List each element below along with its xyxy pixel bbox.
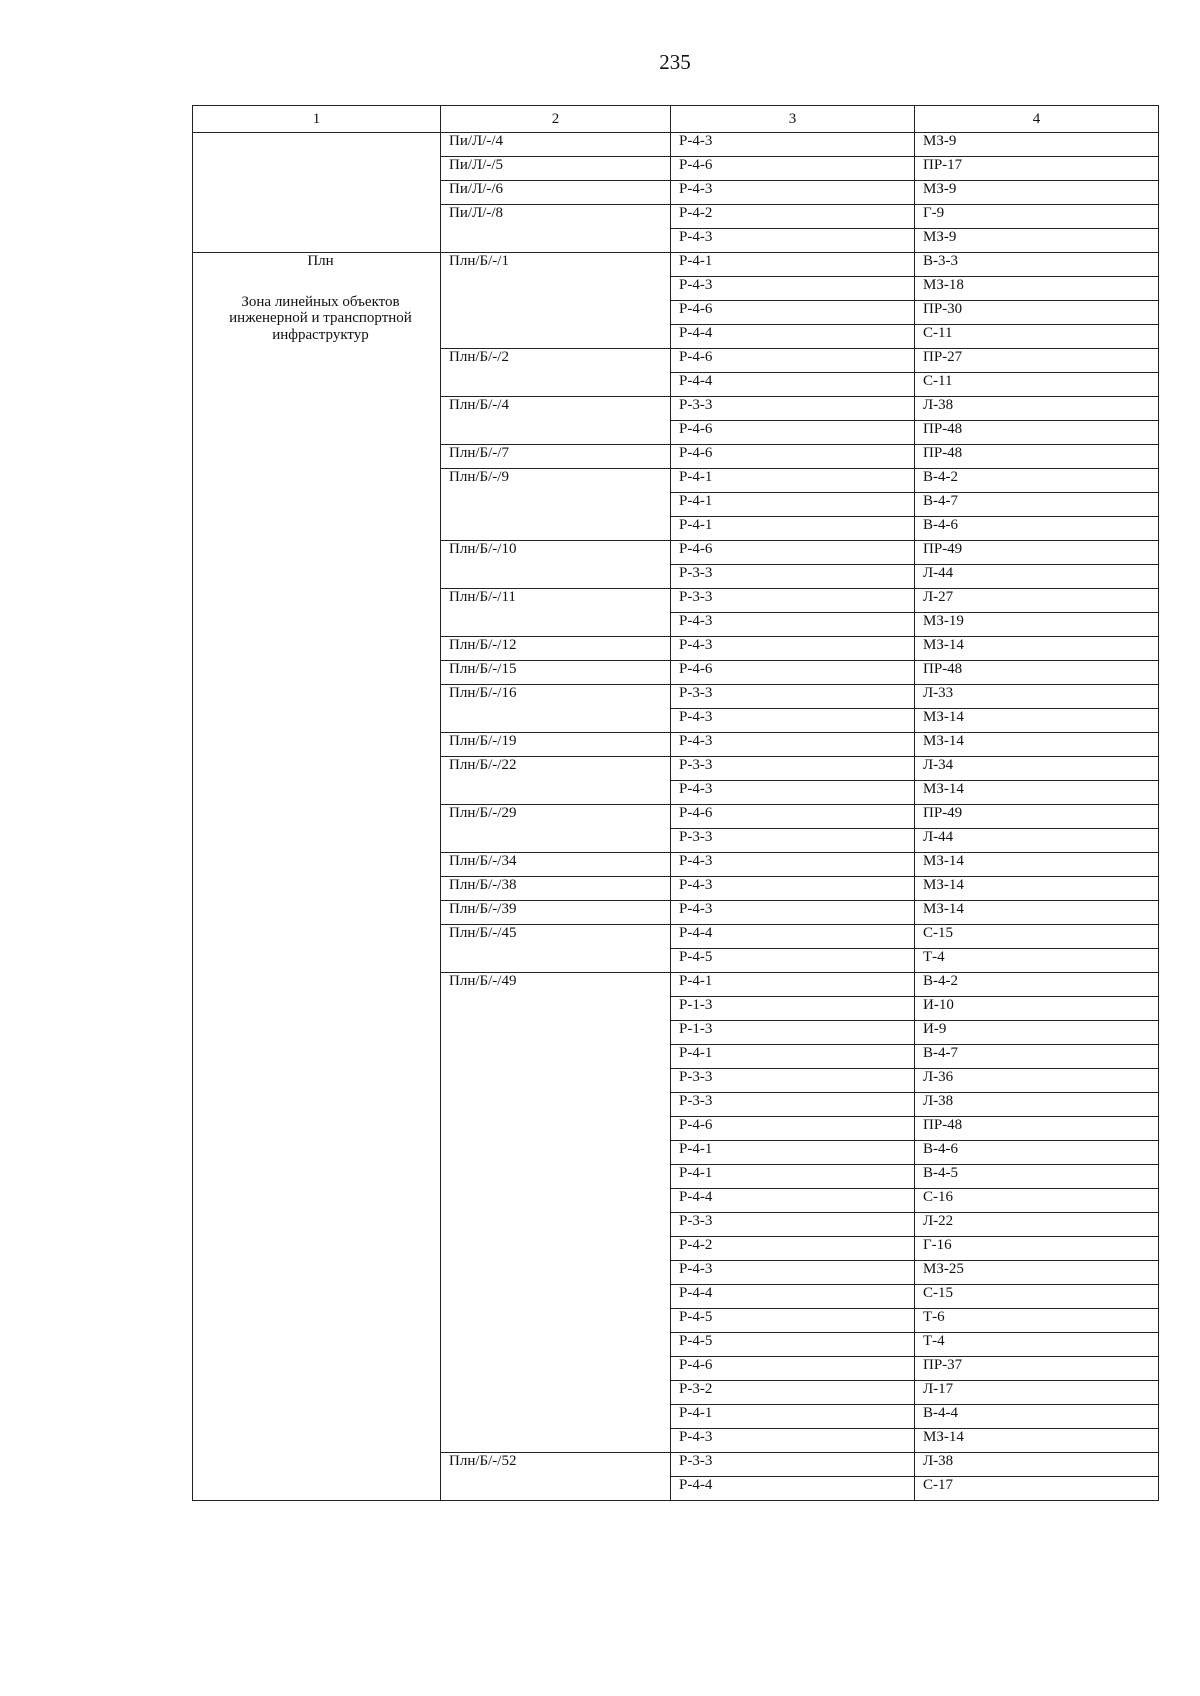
code-cell: Р-3-3 (671, 1453, 915, 1477)
ref-cell: МЗ-14 (915, 1429, 1159, 1453)
code-cell: Р-4-6 (671, 349, 915, 373)
code-cell: Р-4-2 (671, 1237, 915, 1261)
code-cell: Р-3-3 (671, 829, 915, 853)
ref-cell: С-16 (915, 1189, 1159, 1213)
ref-cell: В-4-2 (915, 469, 1159, 493)
code-cell: Р-3-3 (671, 757, 915, 781)
code-cell: Р-4-5 (671, 1309, 915, 1333)
object-id-cell: Пи/Л/-/6 (441, 181, 671, 205)
code-cell: Р-1-3 (671, 997, 915, 1021)
ref-cell: С-11 (915, 373, 1159, 397)
ref-cell: Л-33 (915, 685, 1159, 709)
object-id-cell: Плн/Б/-/16 (441, 685, 671, 733)
object-id-cell: Плн/Б/-/4 (441, 397, 671, 445)
code-cell: Р-3-3 (671, 685, 915, 709)
ref-cell: ПР-48 (915, 1117, 1159, 1141)
code-cell: Р-4-6 (671, 301, 915, 325)
ref-cell: МЗ-14 (915, 853, 1159, 877)
object-id-cell: Плн/Б/-/7 (441, 445, 671, 469)
code-cell: Р-4-3 (671, 133, 915, 157)
ref-cell: Л-34 (915, 757, 1159, 781)
ref-cell: МЗ-9 (915, 133, 1159, 157)
ref-cell: МЗ-14 (915, 733, 1159, 757)
code-cell: Р-4-3 (671, 181, 915, 205)
code-cell: Р-4-6 (671, 157, 915, 181)
code-cell: Р-4-1 (671, 1045, 915, 1069)
code-cell: Р-4-3 (671, 613, 915, 637)
code-cell: Р-4-3 (671, 733, 915, 757)
object-id-cell: Плн/Б/-/45 (441, 925, 671, 973)
code-cell: Р-4-4 (671, 325, 915, 349)
code-cell: Р-3-3 (671, 1093, 915, 1117)
ref-cell: В-4-7 (915, 1045, 1159, 1069)
ref-cell: И-9 (915, 1021, 1159, 1045)
ref-cell: Л-27 (915, 589, 1159, 613)
ref-cell: В-4-7 (915, 493, 1159, 517)
ref-cell: Л-22 (915, 1213, 1159, 1237)
empty-zone-cell (193, 133, 441, 253)
code-cell: Р-4-3 (671, 229, 915, 253)
code-cell: Р-4-4 (671, 1477, 915, 1501)
ref-cell: С-15 (915, 925, 1159, 949)
code-cell: Р-4-4 (671, 925, 915, 949)
ref-cell: ПР-48 (915, 421, 1159, 445)
code-cell: Р-3-3 (671, 565, 915, 589)
code-cell: Р-4-3 (671, 877, 915, 901)
code-cell: Р-4-6 (671, 805, 915, 829)
zone-cell (193, 253, 441, 1501)
object-id-cell: Плн/Б/-/9 (441, 469, 671, 541)
ref-cell: Г-9 (915, 205, 1159, 229)
code-cell: Р-4-1 (671, 493, 915, 517)
code-cell: Р-3-3 (671, 1213, 915, 1237)
column-header: 1 (193, 106, 441, 133)
object-id-cell: Плн/Б/-/12 (441, 637, 671, 661)
zone-code: Плн (307, 253, 334, 269)
ref-cell: МЗ-14 (915, 877, 1159, 901)
ref-cell: МЗ-25 (915, 1261, 1159, 1285)
code-cell: Р-4-6 (671, 421, 915, 445)
ref-cell: ПР-30 (915, 301, 1159, 325)
code-cell: Р-4-6 (671, 661, 915, 685)
ref-cell: С-17 (915, 1477, 1159, 1501)
code-cell: Р-4-5 (671, 949, 915, 973)
object-id-cell: Плн/Б/-/22 (441, 757, 671, 805)
ref-cell: Л-38 (915, 1453, 1159, 1477)
header-row (193, 106, 1159, 133)
code-cell: Р-3-3 (671, 397, 915, 421)
ref-cell: Т-4 (915, 1333, 1159, 1357)
object-id-cell: Плн/Б/-/1 (441, 253, 671, 349)
ref-cell: МЗ-9 (915, 181, 1159, 205)
ref-cell: МЗ-19 (915, 613, 1159, 637)
code-cell: Р-3-2 (671, 1381, 915, 1405)
code-cell: Р-4-3 (671, 1429, 915, 1453)
ref-cell: ПР-48 (915, 661, 1159, 685)
zones-table (192, 105, 1159, 1501)
object-id-cell: Плн/Б/-/10 (441, 541, 671, 589)
ref-cell: МЗ-14 (915, 637, 1159, 661)
page-number: 235 (659, 50, 691, 74)
ref-cell: Л-44 (915, 565, 1159, 589)
code-cell: Р-4-4 (671, 1285, 915, 1309)
code-cell: Р-4-1 (671, 1141, 915, 1165)
ref-cell: В-4-5 (915, 1165, 1159, 1189)
ref-cell: В-4-2 (915, 973, 1159, 997)
ref-cell: МЗ-14 (915, 901, 1159, 925)
ref-cell: МЗ-9 (915, 229, 1159, 253)
code-cell: Р-4-4 (671, 1189, 915, 1213)
ref-cell: Л-36 (915, 1069, 1159, 1093)
code-cell: Р-4-1 (671, 973, 915, 997)
object-id-cell: Пи/Л/-/8 (441, 205, 671, 253)
code-cell: Р-4-3 (671, 781, 915, 805)
object-id-cell: Плн/Б/-/52 (441, 1453, 671, 1501)
ref-cell: В-4-6 (915, 1141, 1159, 1165)
object-id-cell: Плн/Б/-/15 (441, 661, 671, 685)
ref-cell: ПР-37 (915, 1357, 1159, 1381)
code-cell: Р-4-1 (671, 469, 915, 493)
ref-cell: МЗ-14 (915, 781, 1159, 805)
code-cell: Р-4-6 (671, 1357, 915, 1381)
code-cell: Р-4-3 (671, 901, 915, 925)
ref-cell: Т-6 (915, 1309, 1159, 1333)
code-cell: Р-4-5 (671, 1333, 915, 1357)
column-header: 2 (441, 106, 671, 133)
ref-cell: В-4-4 (915, 1405, 1159, 1429)
object-id-cell: Плн/Б/-/34 (441, 853, 671, 877)
table-row (193, 253, 1159, 277)
object-id-cell: Плн/Б/-/38 (441, 877, 671, 901)
ref-cell: Л-17 (915, 1381, 1159, 1405)
object-id-cell: Плн/Б/-/19 (441, 733, 671, 757)
ref-cell: МЗ-14 (915, 709, 1159, 733)
code-cell: Р-4-4 (671, 373, 915, 397)
code-cell: Р-4-3 (671, 853, 915, 877)
object-id-cell: Пи/Л/-/5 (441, 157, 671, 181)
ref-cell: Л-44 (915, 829, 1159, 853)
code-cell: Р-4-3 (671, 1261, 915, 1285)
object-id-cell: Плн/Б/-/29 (441, 805, 671, 853)
ref-cell: С-15 (915, 1285, 1159, 1309)
code-cell: Р-3-3 (671, 1069, 915, 1093)
ref-cell: С-11 (915, 325, 1159, 349)
ref-cell: ПР-49 (915, 541, 1159, 565)
column-header: 3 (671, 106, 915, 133)
code-cell: Р-4-6 (671, 445, 915, 469)
object-id-cell: Пи/Л/-/4 (441, 133, 671, 157)
code-cell: Р-3-3 (671, 589, 915, 613)
ref-cell: В-4-6 (915, 517, 1159, 541)
ref-cell: Л-38 (915, 397, 1159, 421)
code-cell: Р-4-6 (671, 1117, 915, 1141)
code-cell: Р-4-1 (671, 517, 915, 541)
ref-cell: Т-4 (915, 949, 1159, 973)
code-cell: Р-4-3 (671, 709, 915, 733)
code-cell: Р-4-2 (671, 205, 915, 229)
zone-name: Зона линейных объектов инженерной и транспортной инфраструктур (229, 293, 412, 343)
code-cell: Р-1-3 (671, 1021, 915, 1045)
object-id-cell: Плн/Б/-/2 (441, 349, 671, 397)
code-cell: Р-4-6 (671, 541, 915, 565)
object-id-cell: Плн/Б/-/11 (441, 589, 671, 637)
code-cell: Р-4-1 (671, 1165, 915, 1189)
code-cell: Р-4-1 (671, 253, 915, 277)
code-cell: Р-4-1 (671, 1405, 915, 1429)
ref-cell: Г-16 (915, 1237, 1159, 1261)
column-header: 4 (915, 106, 1159, 133)
ref-cell: ПР-27 (915, 349, 1159, 373)
object-id-cell: Плн/Б/-/39 (441, 901, 671, 925)
ref-cell: И-10 (915, 997, 1159, 1021)
ref-cell: ПР-48 (915, 445, 1159, 469)
object-id-cell: Плн/Б/-/49 (441, 973, 671, 1453)
ref-cell: ПР-49 (915, 805, 1159, 829)
code-cell: Р-4-3 (671, 277, 915, 301)
ref-cell: МЗ-18 (915, 277, 1159, 301)
table-row (193, 133, 1159, 157)
ref-cell: ПР-17 (915, 157, 1159, 181)
code-cell: Р-4-3 (671, 637, 915, 661)
ref-cell: Л-38 (915, 1093, 1159, 1117)
ref-cell: В-3-3 (915, 253, 1159, 277)
